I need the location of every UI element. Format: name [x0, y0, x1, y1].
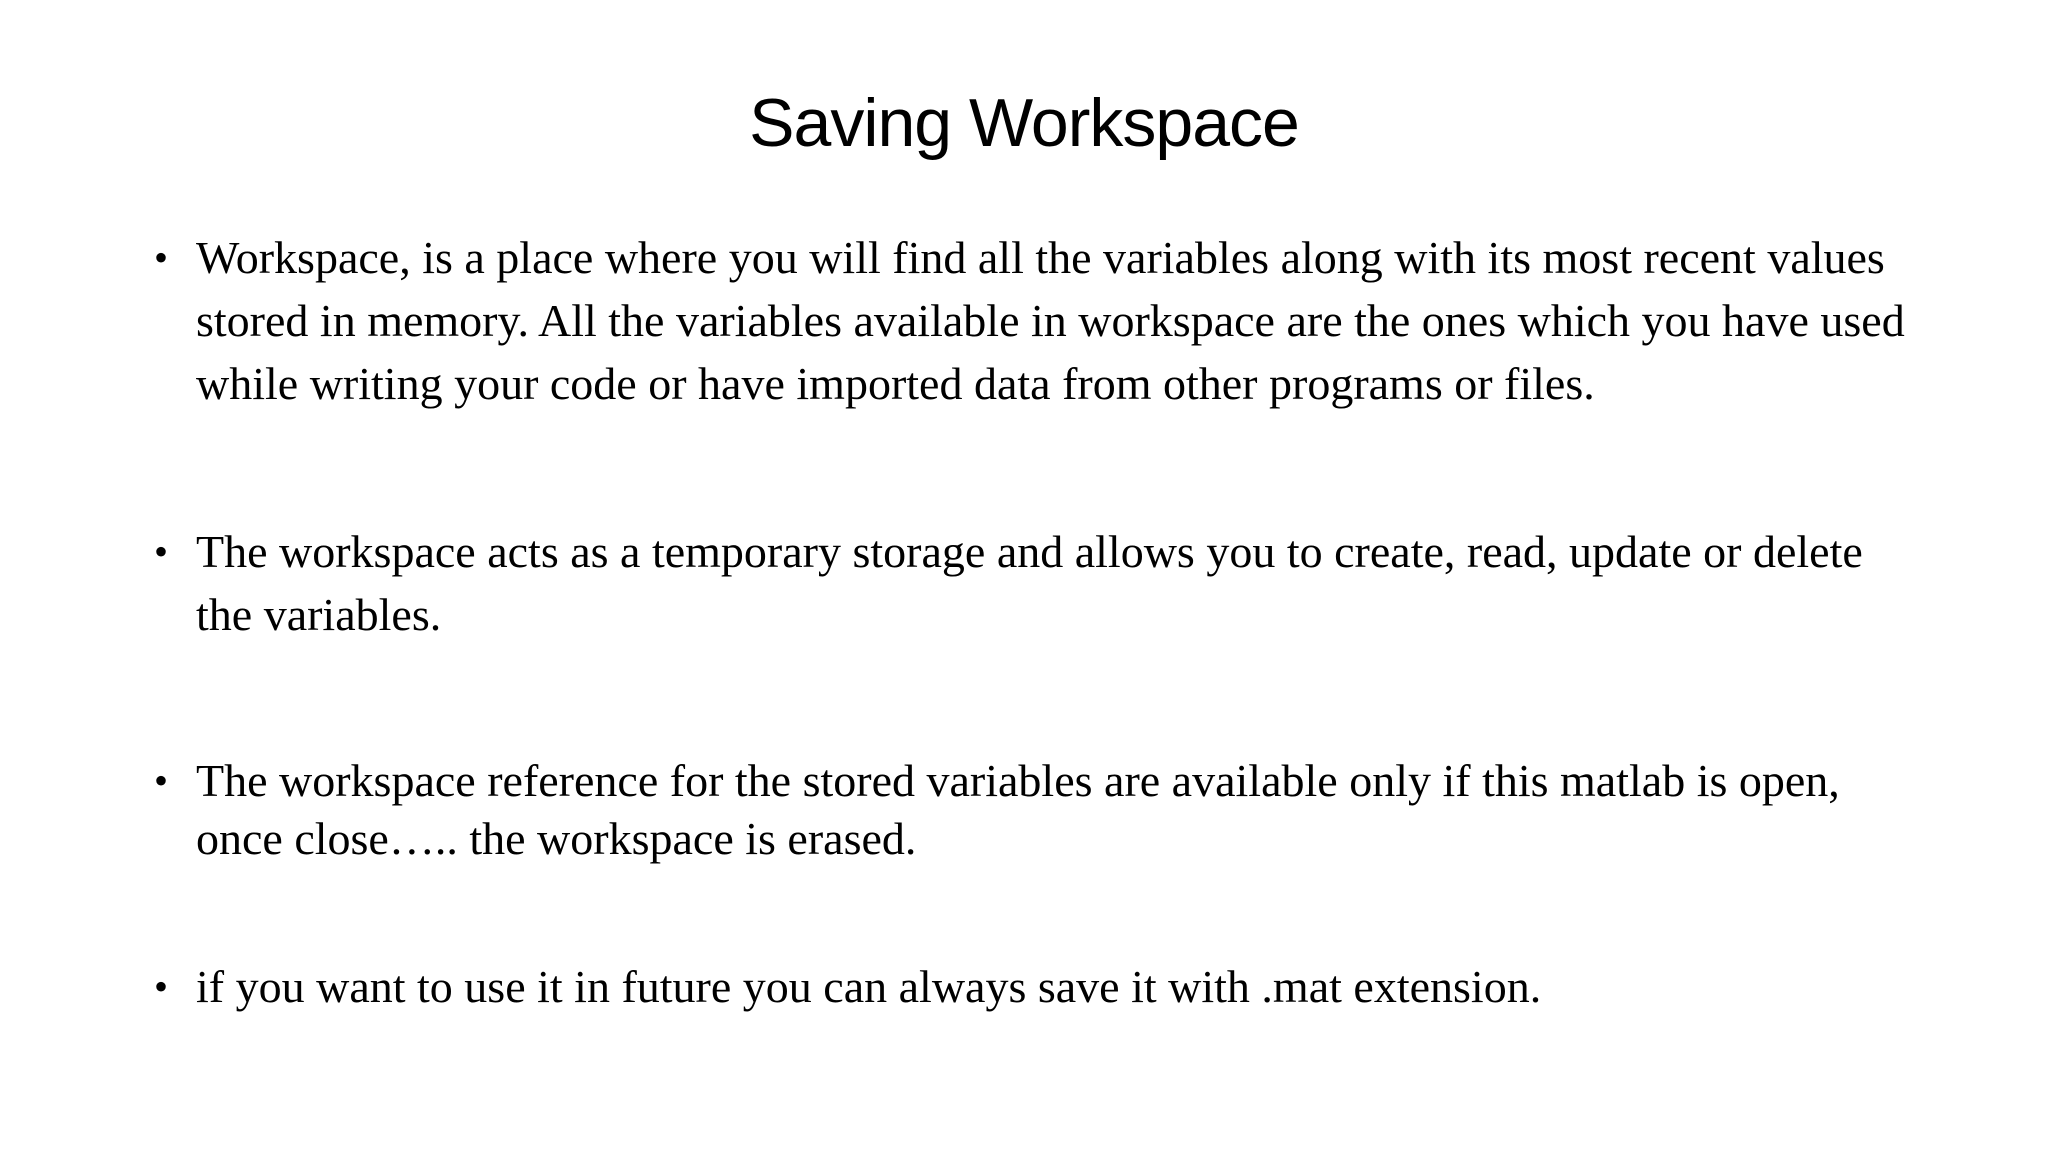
bullet-item [154, 955, 1914, 1018]
bullet-text: The workspace acts as a temporary storage and allows you to create, read, update or delete the variables. [196, 526, 1863, 640]
bullet-dot-icon: • [154, 758, 169, 803]
bullet-text: if you want to use it in future you can always save it with .mat extension. [196, 961, 1542, 1012]
bullet-dot-icon: • [154, 964, 169, 1009]
bullet-text: The workspace reference for the stored variables are available only if this matlab is open, once close….. the workspace is erased. [196, 755, 1840, 864]
bullet-dot-icon: • [154, 235, 169, 280]
bullet-item [154, 520, 1914, 646]
bullet-item [154, 752, 1914, 868]
bullet-item [154, 226, 1914, 415]
bullet-text: Workspace, is a place where you will find all the variables along with its most recent values stored in memory. All the variables available in workspace are the ones which you have used while writing your code or have imported data from other programs or files. [196, 232, 1905, 409]
slide-title: Saving Workspace [749, 85, 1299, 161]
bullet-dot-icon: • [154, 529, 169, 574]
